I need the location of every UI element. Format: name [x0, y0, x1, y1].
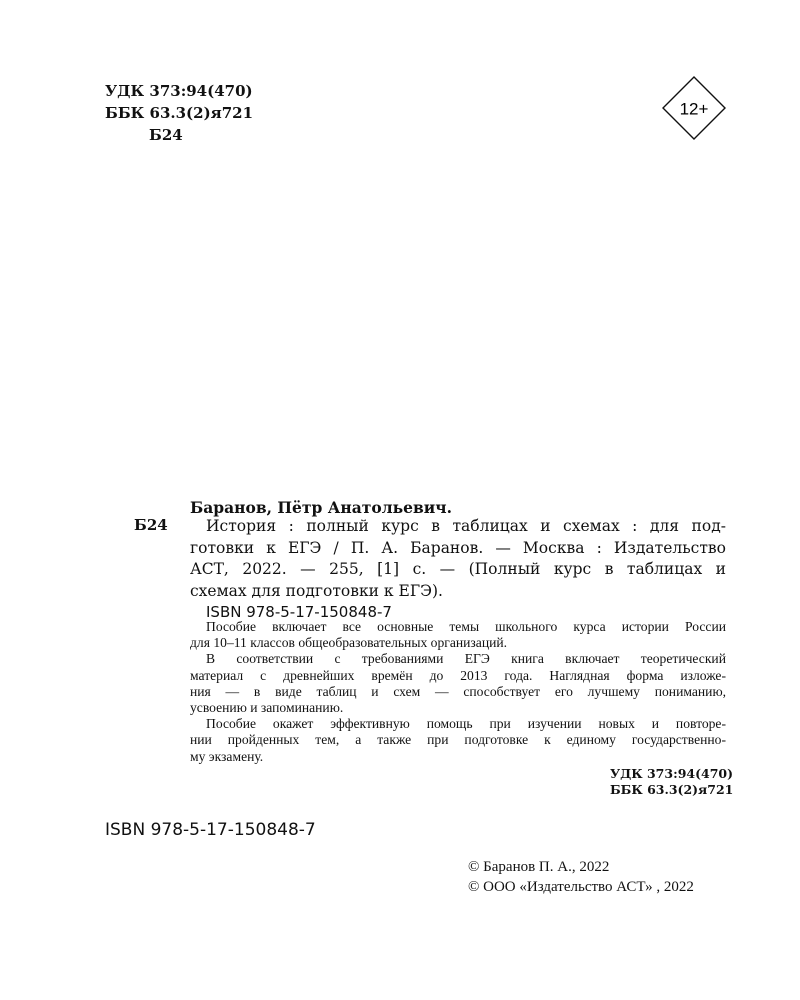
bbk-code: ББК 63.3(2)я721: [105, 104, 254, 122]
footer-bbk-code: ББК 63.3(2)я721: [610, 782, 734, 797]
record-isbn: ISBN 978-5-17-150848-7: [206, 603, 392, 621]
record-author: Баранов, Пётр Анатольевич.: [190, 498, 453, 517]
copyright-publisher: © ООО «Издательство АСТ» , 2022: [468, 879, 694, 895]
copyright-author: © Баранов П. А., 2022: [468, 859, 610, 875]
annotation-line: нии пройденных тем, а также при подготовке к единому государственно-: [190, 732, 726, 748]
annotation: [190, 619, 726, 765]
footer-udk-code: УДК 373:94(470): [610, 766, 734, 781]
age-rating-diamond-icon: [662, 76, 726, 140]
record-line: схемах для подготовки к ЕГЭ).: [190, 581, 443, 600]
annotation-line: му экзамену.: [190, 748, 264, 764]
annotation-line: ния — в виде таблиц и схем — способствует его лучшему пониманию,: [190, 683, 726, 699]
record-line: готовки к ЕГЭ / П. А. Баранов. — Москва : Издательство: [190, 538, 726, 557]
age-rating-badge: [662, 76, 726, 140]
annotation-line: В соответствии с требованиями ЕГЭ книга включает теоретический: [206, 651, 726, 667]
annotation-line: материал с древнейших времён до 2013 года. Наглядная форма изложе-: [190, 667, 726, 683]
udk-code: УДК 373:94(470): [105, 82, 253, 100]
footer-classification-codes: [610, 766, 733, 798]
isbn: ISBN 978-5-17-150848-7: [105, 820, 316, 840]
annotation-line: усвоению и запоминанию.: [190, 700, 344, 716]
copyright-block: [468, 857, 694, 897]
bibliographic-record: [190, 516, 726, 624]
author-mark: Б24: [149, 126, 183, 144]
record-line: История : полный курс в таблицах и схемах : для под-: [206, 517, 726, 535]
annotation-line: для 10–11 классов общеобразовательных организаций.: [190, 635, 508, 651]
age-rating-label: 12+: [679, 99, 709, 119]
annotation-line: Пособие включает все основные темы школьного курса истории России: [206, 619, 726, 634]
classification-codes: [105, 80, 253, 146]
record-author-mark: Б24: [134, 516, 168, 534]
annotation-line: Пособие окажет эффективную помощь при изучении новых и повторе-: [206, 716, 726, 732]
record-line: АСТ, 2022. — 255, [1] с. — (Полный курс в таблицах и: [190, 560, 726, 578]
